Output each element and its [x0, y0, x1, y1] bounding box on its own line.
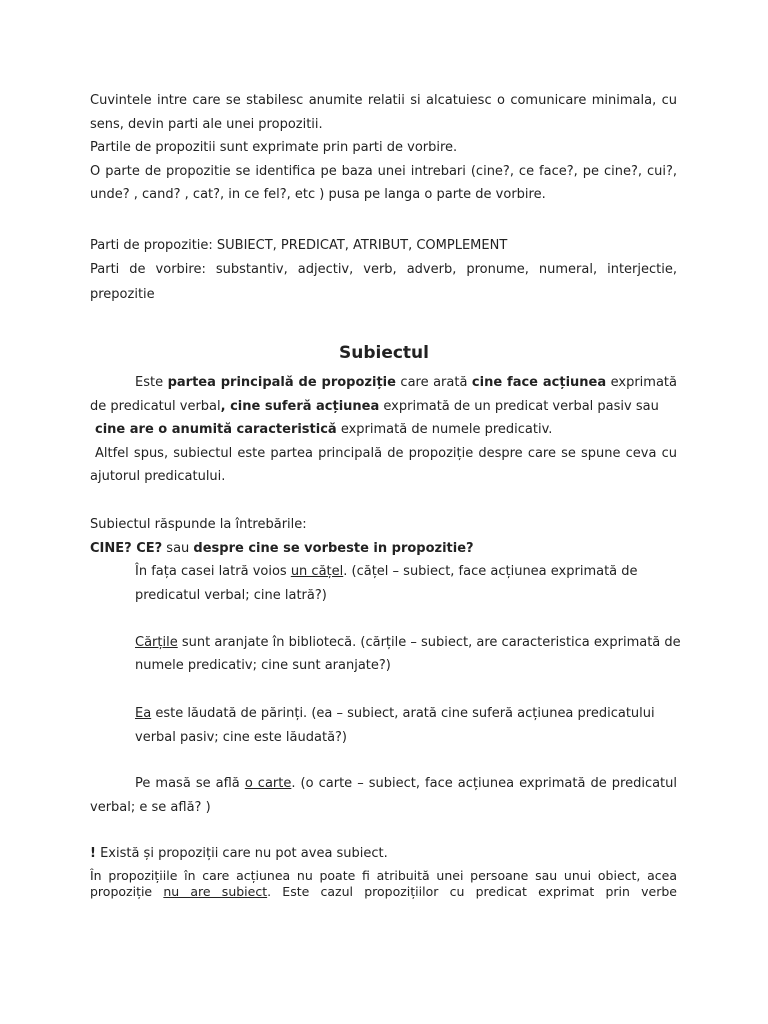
intro-line-4: O parte de propozitie se identifica pe baza unei intrebari (cine?, ce face?, pe cine?, cui?, — [90, 164, 677, 179]
example-3-line-2: verbal pasiv; cine este lăudată?) — [135, 730, 348, 745]
definition-line-5: ajutorul predicatului. — [90, 469, 226, 484]
parts-of-sentence: Parti de propozitie: SUBIECT, PREDICAT, ATRIBUT, COMPLEMENT — [90, 238, 508, 253]
questions-line: CINE? CE? sau despre cine se vorbeste in propozitie? — [90, 541, 474, 556]
parts-of-speech-line-1: Parti de vorbire: substantiv, adjectiv, verb, adverb, pronume, numeral, interjectie, — [90, 262, 677, 277]
definition-line-4: Altfel spus, subiectul este partea principală de propoziție despre care se spune ceva cu — [95, 446, 677, 461]
definition-line-3: cine are o anumită caracteristică exprimată de numele predicativ. — [95, 422, 553, 437]
example-2-line-1: Cărțile sunt aranjate în bibliotecă. (cărțile – subiect, are caracteristica exprimată de — [135, 635, 681, 650]
note-line-2: În propozițiile în care acțiunea nu poate fi atribuită unei persoane sau unui obiect, acea — [90, 868, 677, 883]
definition-line-2: de predicatul verbal, cine suferă acțiunea exprimată de un predicat verbal pasiv sau — [90, 399, 659, 414]
intro-line-3: Partile de propozitii sunt exprimate prin parti de vorbire. — [90, 140, 458, 155]
example-1-line-2: predicatul verbal; cine latră?) — [135, 588, 327, 603]
section-title: Subiectul — [338, 343, 429, 363]
intro-line-5: unde? , cand? , cat?, in ce fel?, etc ) pusa pe langa o parte de vorbire. — [90, 187, 546, 202]
intro-line-2: sens, devin parti ale unei propozitii. — [90, 117, 323, 132]
example-4-line-2: verbal; e se află? ) — [90, 800, 211, 815]
note-line-3: propoziție nu are subiect. Este cazul propozițiilor cu predicat exprimat prin verbe — [90, 884, 677, 899]
parts-of-speech-line-2: prepozitie — [90, 287, 155, 302]
example-2-line-2: numele predicativ; cine sunt aranjate?) — [135, 658, 391, 673]
intro-line-1: Cuvintele intre care se stabilesc anumite relatii si alcatuiesc o comunicare minimala, cu — [90, 93, 677, 108]
note-line-1: ! Există și propoziții care nu pot avea subiect. — [90, 846, 388, 861]
definition-line-1: Este partea principală de propoziție care arată cine face acțiunea exprimată — [135, 375, 677, 390]
questions-intro: Subiectul răspunde la întrebările: — [90, 517, 307, 532]
example-1-line-1: În fața casei latră voios un cățel. (cățel – subiect, face acțiunea exprimată de — [135, 564, 638, 579]
example-4-line-1: Pe masă se află o carte. (o carte – subiect, face acțiunea exprimată de predicatul — [135, 776, 678, 791]
example-3-line-1: Ea este lăudată de părinți. (ea – subiect, arată cine suferă acțiunea predicatului — [135, 706, 655, 721]
